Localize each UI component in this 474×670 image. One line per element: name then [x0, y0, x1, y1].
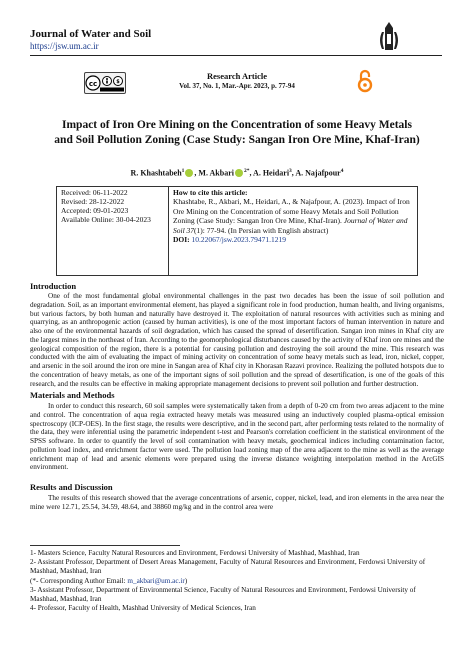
- journal-title: Journal of Water and Soil: [30, 28, 152, 40]
- article-type: Research Article: [206, 71, 268, 81]
- results-text: The results of this research showed that the average concentrations of arsenic, copper, nickel, lead, and iron elements in the area near the mine were 12.71, 25.54, 34.59, 48.64, and 38860 mg/kg and in the control area were: [30, 494, 444, 511]
- author-name: A. Najafpour: [295, 168, 341, 178]
- corresponding-close: ): [184, 576, 188, 585]
- author-name: R. Khashtabeh: [130, 168, 182, 178]
- footnote-3: 3- Assistant Professor, Department of Environmental Science, Faculty of Natural Resources and Environment, Ferdowsi University of Mashhad, Mashhad, Iran: [30, 585, 416, 604]
- author-name: M. Akbari: [198, 168, 234, 178]
- author-affiliation-mark: 3: [289, 168, 292, 174]
- revised-date: Revised: 28-12-2022: [61, 197, 125, 206]
- author-affiliation-mark: 4: [340, 168, 344, 174]
- doi-label: DOI:: [173, 235, 190, 245]
- doi-link[interactable]: 10.22067/jsw.2023.79471.1219: [191, 235, 287, 245]
- methods-paragraph: [30, 402, 444, 472]
- footnotes: [30, 549, 444, 613]
- article-title: Impact of Iron Ore Mining on the Concentration of some Heavy Metals and Soil Pollution Zoning (Case Study: Sangan Iron Ore Mine, Khaf-Iran): [54, 119, 420, 146]
- author-affiliation-mark: 2*: [243, 168, 250, 174]
- corresponding-author-note: [30, 577, 444, 586]
- university-logo-icon: [372, 20, 406, 54]
- introduction-paragraph: [30, 292, 444, 388]
- journal-url-link[interactable]: https://jsw.um.ac.ir: [30, 41, 99, 51]
- footnote-2: 2- Assistant Professor, Department of Desert Areas Management, Faculty of Natural Resources and Environment, Ferdowsi University of Mashhad, Mashhad, Iran: [30, 558, 426, 576]
- results-heading: Results and Discussion: [30, 482, 113, 492]
- received-date: Received: 06-11-2022: [61, 188, 128, 197]
- citation-text: [173, 197, 414, 235]
- methods-heading: Materials and Methods: [30, 390, 115, 400]
- corresponding-email-link[interactable]: m_akbari@um.ac.ir: [127, 576, 185, 585]
- introduction-heading: Introduction: [30, 281, 77, 291]
- footnote-divider: [30, 545, 180, 546]
- svg-text:$: $: [116, 79, 120, 85]
- dates-panel: [57, 187, 169, 275]
- results-paragraph: [30, 494, 444, 512]
- article-info-box: [56, 186, 418, 276]
- svg-text:cc: cc: [88, 80, 98, 88]
- citation-heading: How to cite this article:: [173, 188, 248, 197]
- methods-text: In order to conduct this research, 60 soil samples were systematically taken from a depth of 0-20 cm from two areas adjacent to the mine and control. The concentration of aqua regia extracted heavy metals was measured using an inductively coupled plasma-optical emission spectroscopy (ICP-OES). In the first stage, the results were descriptive, and in the second part, after performing tests related to the normality of the data, they were inferential using the parametric independent t-test and Pearson's correlation coefficient in the statistical environment of the SPSS software. In order to quantify the level of soil contamination with heavy metals, geochemical indices including contamination factor, pollution load index, and enrichment factor were used. The pollution load zoning map of the area adjacent to the mine as well as the average enrichment map of lead and arsenic elements were prepared using the inverse distance weighting interpolation method in the ArcGIS environment.: [30, 402, 444, 472]
- citation-journal: Journal of Water and Soil 37: [173, 216, 408, 235]
- orcid-icon[interactable]: [185, 169, 193, 177]
- accepted-date: Accepted: 09-01-2023: [61, 206, 129, 215]
- online-date: Available Online: 30-04-2023: [61, 215, 151, 224]
- introduction-text: One of the most fundamental global environmental challenges in the past two decades has been the issue of soil pollution and degradation. Soil, as an important environmental element, has played a significant role in food production, human health, and living organisms, but various factors, by both human and naturally have destroyed it. The exploitation of natural resources with activities such as mining and quarrying, as an anthropogenic action (caused by human activities), is one of the most important factors of human intervention in nature and also one of the environmental hazards of soil degradation, which has caused the spread of desertification. Sangan iron mines in Khaf city are the largest mines in the northeast of Iran. According to the geomorphological disturbances caused by the activity of Khaf iron ore mines and the geological composition of the region, there is a potential for causing pollution and destroying the soil around the mine. This research was conducted with the aim of evaluating the impact of mining activity on concentration of some heavy metals such as lead, iron, nickel, copper, and arsenic in the soil around the iron ore mine in Sangan area of Khaf city in Khorasan Razavi province. Realizing the polluted hotspots due to the concentration of heavy metals, as one of the important signs of soil pollution and the spread of desertification, is one of the goals of this research, and the results can be effective in making appropriate management decisions to prevent soil pollution and further destruction.: [30, 292, 444, 388]
- citation-body: Khashtabe, R., Akbari, M., Heidari, A., & Najafpour, A. (2023). Impact of Iron Ore Mining on the Concentration of some Heavy Metals and Soil Pollution Zoning (Case Study: Sangan Iron Ore Mine, Khaf-Iran).: [173, 197, 410, 226]
- citation-tail: (1): 77-94. (In Persian with English abstract): [194, 225, 329, 235]
- author-name: A. Heidari: [253, 168, 290, 178]
- citation-panel: [173, 188, 414, 244]
- header-divider: [30, 55, 442, 56]
- footnote-4: 4- Professor, Faculty of Health, Mashhad University of Medical Sciences, Iran: [30, 604, 256, 613]
- corresponding-label: (*- Corresponding Author Email:: [30, 576, 128, 585]
- author-affiliation-mark: 1: [181, 168, 185, 174]
- doi-line: [173, 235, 414, 244]
- volume-info: Vol. 37, No. 1, Mar.-Apr. 2023, p. 77-94: [179, 82, 295, 90]
- author-list: R. Khashtabeh$^1$ , M. Akbari $^{2*}$, A. Heidari$^3$, A. Najafpour$^4$: [130, 168, 344, 178]
- open-access-icon: [357, 69, 373, 93]
- orcid-icon[interactable]: [235, 169, 243, 177]
- footnote-1: 1- Masters Science, Faculty Natural Resources and Environment, Ferdowsi University of Mashhad, Mashhad, Iran: [30, 549, 360, 557]
